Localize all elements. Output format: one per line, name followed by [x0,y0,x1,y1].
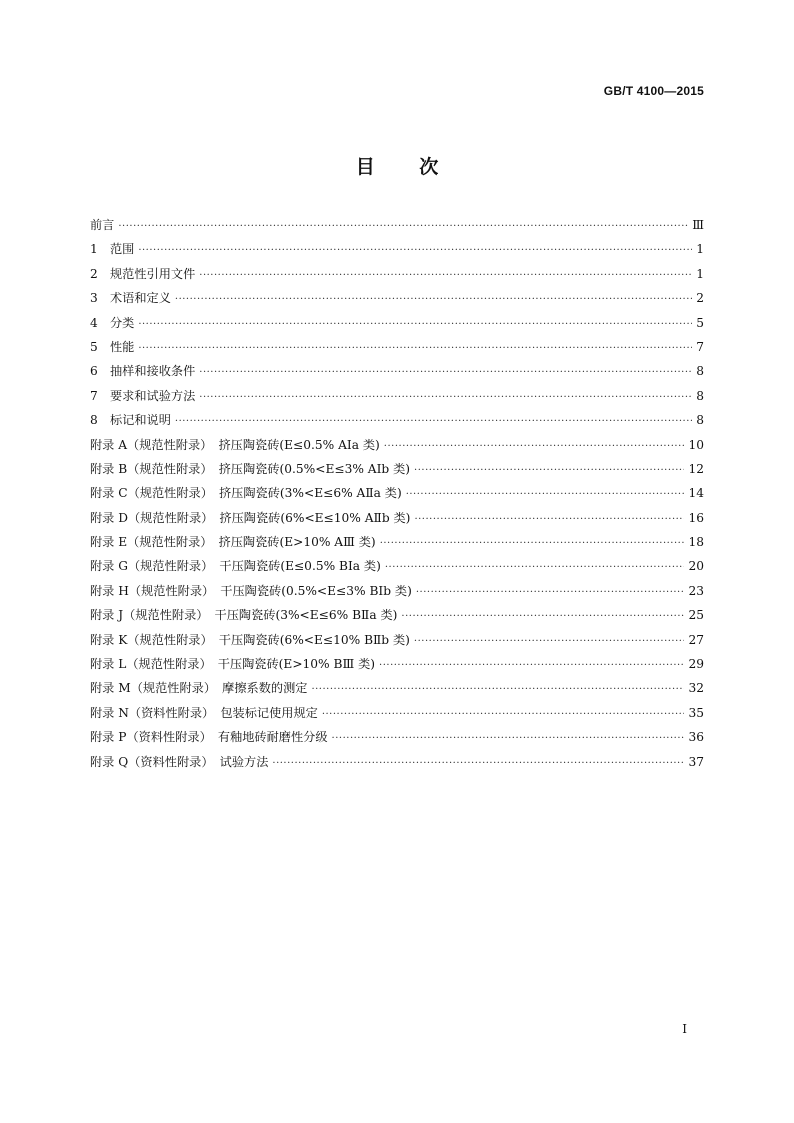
toc-entry-page: 27 [688,632,704,647]
toc-entry-page: 2 [696,291,704,306]
toc-leader-dots [272,758,684,769]
toc-entry-page: 23 [688,583,704,598]
toc-entry-page: 5 [696,315,704,330]
toc-leader-dots [379,660,684,671]
toc-leader-dots [384,441,685,452]
toc-entry-label: 附录 D（规范性附录） 挤压陶瓷砖(6%<E≤10% AⅡb 类) [90,510,411,525]
toc-entry-annex-q[interactable] [90,753,704,777]
toc-entry-label: 6 抽样和接收条件 [90,364,196,379]
toc-entry-label: 附录 H（规范性附录） 干压陶瓷砖(0.5%<E≤3% BⅠb 类) [90,583,412,598]
toc-entry-page: 8 [696,388,704,403]
toc-entry-annex-h[interactable] [90,582,704,606]
toc-entry-label: 7 要求和试验方法 [90,388,196,403]
toc-leader-dots [414,636,685,647]
toc-leader-dots [322,709,685,720]
toc-title: 目 次 [355,156,439,178]
toc-entry-foreword[interactable] [90,216,704,240]
toc-entry-annex-e[interactable] [90,533,704,557]
toc-entry-page: 18 [688,535,704,550]
toc-leader-dots [414,465,684,476]
toc-entry-requirements[interactable] [90,387,704,411]
toc-entry-label: 附录 K（规范性附录） 干压陶瓷砖(6%<E≤10% BⅡb 类) [90,632,410,647]
toc-entry-label: 5 性能 [90,339,135,354]
toc-entry-page: 7 [696,339,704,354]
toc-entry-annex-k[interactable] [90,631,704,655]
toc-entry-label: 前言 [90,218,115,232]
toc-entry-page: 36 [688,730,704,745]
toc-leader-dots [406,489,685,500]
toc-entry-label: 3 术语和定义 [90,291,171,306]
toc-entry-page: 1 [696,266,704,281]
toc-entry-page: 29 [688,657,704,672]
toc-entry-label: 附录 L（规范性附录） 干压陶瓷砖(E>10% BⅢ 类) [90,657,376,672]
toc-entry-label: 附录 A（规范性附录） 挤压陶瓷砖(E≤0.5% AⅠa 类) [90,437,380,452]
toc-entry-page: 35 [688,705,704,720]
toc-leader-dots [401,611,684,622]
toc-entry-label: 2 规范性引用文件 [90,266,196,281]
toc-entry-classification[interactable] [90,314,704,338]
toc-entry-annex-n[interactable] [90,704,704,728]
toc-entry-label: 附录 B（规范性附录） 挤压陶瓷砖(0.5%<E≤3% AⅠb 类) [90,461,411,476]
toc-entry-page: 32 [688,681,704,696]
toc-entry-page: 37 [688,754,704,769]
toc-leader-dots [385,562,685,573]
toc-leader-dots [138,319,692,330]
toc-leader-dots [175,416,692,427]
toc-entry-label: 4 分类 [90,315,135,330]
toc-entry-label: 附录 G（规范性附录） 干压陶瓷砖(E≤0.5% BⅠa 类) [90,559,381,574]
toc-leader-dots [138,343,692,354]
toc-entry-scope[interactable] [90,240,704,264]
toc-entry-annex-m[interactable] [90,679,704,703]
toc-leader-dots [199,270,692,281]
toc-leader-dots [332,733,685,744]
toc-entry-page: 20 [688,559,704,574]
toc-entry-annex-j[interactable] [90,606,704,630]
toc-entry-annex-l[interactable] [90,655,704,679]
toc-entry-label: 附录 P（资料性附录） 有釉地砖耐磨性分级 [90,730,328,745]
toc-leader-dots [199,367,692,378]
toc-leader-dots [414,514,684,525]
toc-entry-annex-p[interactable] [90,728,704,752]
toc-entry-page: 8 [696,413,704,428]
page-number: I [682,1022,687,1036]
toc-entry-label: 附录 C（规范性附录） 挤压陶瓷砖(3%<E≤6% AⅡa 类) [90,486,402,501]
toc-leader-dots [199,392,692,403]
toc-entry-marking[interactable] [90,411,704,435]
toc-entry-sampling[interactable] [90,362,704,386]
toc-entry-page: 8 [696,364,704,379]
toc-entry-page: Ⅲ [692,218,704,232]
toc-entry-annex-a[interactable] [90,436,704,460]
toc-leader-dots [311,684,684,695]
toc-entry-terms-definitions[interactable] [90,289,704,313]
toc-entry-label: 附录 Q（资料性附录） 试验方法 [90,754,269,769]
toc-leader-dots [118,221,688,232]
toc-entry-label: 8 标记和说明 [90,413,171,428]
toc-entry-annex-c[interactable] [90,484,704,508]
toc-leader-dots [175,294,692,305]
toc-entry-label: 1 范围 [90,242,135,257]
toc-entry-label: 附录 M（规范性附录） 摩擦系数的测定 [90,681,308,696]
toc-entry-normative-references[interactable] [90,265,704,289]
toc-entry-page: 14 [688,486,704,501]
toc-leader-dots [380,538,685,549]
toc-leader-dots [416,587,685,598]
toc-entry-page: 1 [696,242,704,257]
toc-entry-label: 附录 E（规范性附录） 挤压陶瓷砖(E>10% AⅢ 类) [90,535,376,550]
toc-entry-page: 12 [688,461,704,476]
toc-entry-page: 25 [688,608,704,623]
standard-code: GB/T 4100—2015 [603,84,704,98]
toc-entry-annex-g[interactable] [90,557,704,581]
toc-entry-annex-d[interactable] [90,509,704,533]
toc-entry-label: 附录 N（资料性附录） 包装标记使用规定 [90,705,318,720]
toc-entry-page: 16 [688,510,704,525]
toc-entry-label: 附录 J（规范性附录） 干压陶瓷砖(3%<E≤6% BⅡa 类) [90,608,398,623]
toc-entry-annex-b[interactable] [90,460,704,484]
toc-entry-properties[interactable] [90,338,704,362]
table-of-contents [90,216,704,777]
toc-leader-dots [138,245,692,256]
toc-entry-page: 10 [688,437,704,452]
